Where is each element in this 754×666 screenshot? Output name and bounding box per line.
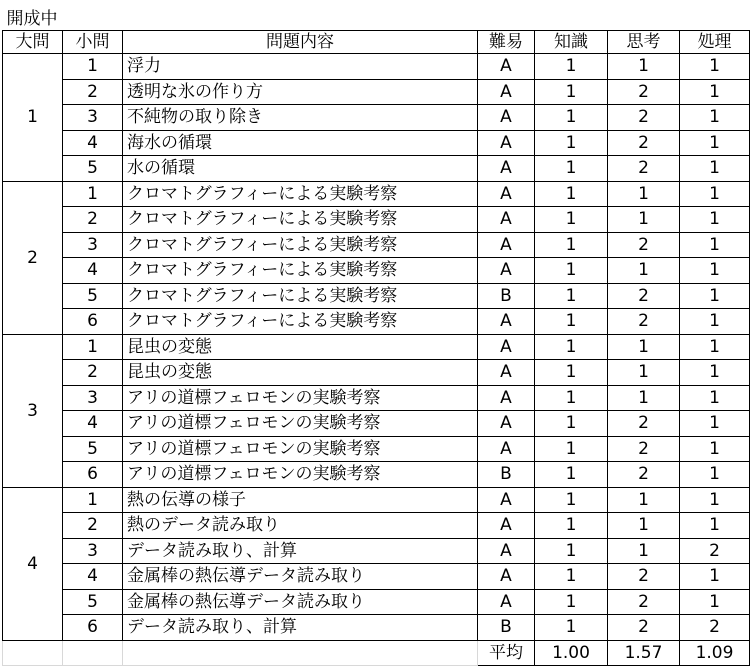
table-row [3,487,750,513]
nanido-cell: A [478,258,535,284]
naiyou-cell: クロマトグラフィーによる実験考察 [123,181,478,207]
chishiki-cell: 1 [535,258,608,284]
shikou-cell: 2 [608,130,680,156]
naiyou-cell: 透明な氷の作り方 [123,79,478,105]
table-row [3,334,750,360]
nanido-cell: A [478,54,535,80]
naiyou-cell: クロマトグラフィーによる実験考察 [123,207,478,233]
shori-cell: 1 [680,385,750,411]
shori-cell: 1 [680,105,750,131]
nanido-cell: A [478,513,535,539]
average-row [3,640,750,666]
table-row [3,385,750,411]
shori-cell: 1 [680,283,750,309]
question-analysis-table [2,8,750,666]
shori-cell: 1 [680,360,750,386]
shori-cell: 1 [680,54,750,80]
chishiki-cell: 1 [535,385,608,411]
shikou-cell: 2 [608,309,680,335]
sho-cell: 3 [63,105,123,131]
table-row [3,589,750,615]
chishiki-cell: 1 [535,79,608,105]
title-row [3,8,750,31]
chishiki-cell: 1 [535,334,608,360]
shikou-cell: 2 [608,462,680,488]
sho-cell: 5 [63,283,123,309]
shori-cell: 1 [680,156,750,182]
shikou-cell: 2 [608,411,680,437]
shori-cell: 1 [680,589,750,615]
header-nanido: 難易 [478,31,535,54]
chishiki-cell: 1 [535,462,608,488]
shikou-cell: 2 [608,79,680,105]
sho-cell: 5 [63,589,123,615]
table-row [3,105,750,131]
table-row [3,79,750,105]
header-shikou: 思考 [608,31,680,54]
chishiki-cell: 1 [535,564,608,590]
naiyou-cell: 金属棒の熱伝導データ読み取り [123,564,478,590]
naiyou-cell: データ読み取り、計算 [123,615,478,641]
naiyou-cell: アリの道標フェロモンの実験考察 [123,436,478,462]
nanido-cell: A [478,411,535,437]
shikou-cell: 1 [608,54,680,80]
sho-cell: 5 [63,156,123,182]
header-sho: 小問 [63,31,123,54]
nanido-cell: A [478,105,535,131]
table-row [3,436,750,462]
naiyou-cell: クロマトグラフィーによる実験考察 [123,232,478,258]
header-row [3,31,750,54]
shori-cell: 1 [680,462,750,488]
naiyou-cell: 海水の循環 [123,130,478,156]
nanido-cell: B [478,283,535,309]
sho-cell: 4 [63,411,123,437]
shori-cell: 1 [680,309,750,335]
sho-cell: 4 [63,130,123,156]
shikou-cell: 1 [608,513,680,539]
nanido-cell: A [478,385,535,411]
sho-cell: 1 [63,487,123,513]
chishiki-cell: 1 [535,589,608,615]
table-row [3,181,750,207]
shikou-cell: 1 [608,181,680,207]
sho-cell: 2 [63,513,123,539]
chishiki-cell: 1 [535,232,608,258]
shikou-cell: 2 [608,232,680,258]
shori-cell: 1 [680,258,750,284]
nanido-cell: A [478,436,535,462]
table-row [3,207,750,233]
nanido-cell: B [478,462,535,488]
shori-cell: 1 [680,513,750,539]
table-row [3,462,750,488]
chishiki-cell: 1 [535,54,608,80]
header-dai: 大問 [3,31,63,54]
dai-cell: 1 [3,54,63,182]
naiyou-cell: アリの道標フェロモンの実験考察 [123,411,478,437]
sho-cell: 3 [63,538,123,564]
table-row [3,615,750,641]
sho-cell: 1 [63,334,123,360]
shikou-cell: 2 [608,615,680,641]
chishiki-cell: 1 [535,283,608,309]
sheet-title: 開成中 [6,9,58,29]
chishiki-cell: 1 [535,156,608,182]
shori-cell: 2 [680,615,750,641]
shikou-cell: 2 [608,564,680,590]
nanido-cell: A [478,334,535,360]
naiyou-cell: クロマトグラフィーによる実験考察 [123,283,478,309]
shikou-cell: 1 [608,334,680,360]
nanido-cell: A [478,207,535,233]
sho-cell: 2 [63,207,123,233]
table-row [3,283,750,309]
shori-cell: 2 [680,538,750,564]
sho-cell: 3 [63,385,123,411]
naiyou-cell: アリの道標フェロモンの実験考察 [123,462,478,488]
header-chishiki: 知識 [535,31,608,54]
naiyou-cell: 熱のデータ読み取り [123,513,478,539]
nanido-cell: B [478,615,535,641]
shikou-cell: 2 [608,105,680,131]
sho-cell: 5 [63,436,123,462]
chishiki-cell: 1 [535,538,608,564]
table-row [3,538,750,564]
naiyou-cell: 金属棒の熱伝導データ読み取り [123,589,478,615]
sho-cell: 2 [63,360,123,386]
dai-cell: 4 [3,487,63,640]
sho-cell: 1 [63,181,123,207]
naiyou-cell: クロマトグラフィーによる実験考察 [123,309,478,335]
shori-cell: 1 [680,334,750,360]
nanido-cell: A [478,79,535,105]
dai-cell: 2 [3,181,63,334]
header-naiyou: 問題内容 [123,31,478,54]
shori-cell: 1 [680,436,750,462]
sho-cell: 3 [63,232,123,258]
shori-cell: 1 [680,181,750,207]
empty-cell [3,640,63,666]
sho-cell: 6 [63,309,123,335]
nanido-cell: A [478,589,535,615]
naiyou-cell: 水の循環 [123,156,478,182]
header-shori: 処理 [680,31,750,54]
naiyou-cell: 浮力 [123,54,478,80]
table-row [3,564,750,590]
shikou-cell: 1 [608,258,680,284]
naiyou-cell: データ読み取り、計算 [123,538,478,564]
shori-cell: 1 [680,487,750,513]
chishiki-cell: 1 [535,181,608,207]
nanido-cell: A [478,538,535,564]
chishiki-cell: 1 [535,411,608,437]
nanido-cell: A [478,156,535,182]
dai-cell: 3 [3,334,63,487]
shori-cell: 1 [680,232,750,258]
shori-cell: 1 [680,411,750,437]
chishiki-cell: 1 [535,309,608,335]
chishiki-cell: 1 [535,130,608,156]
nanido-cell: A [478,130,535,156]
shori-cell: 1 [680,564,750,590]
sho-cell: 4 [63,564,123,590]
chishiki-cell: 1 [535,487,608,513]
chishiki-cell: 1 [535,436,608,462]
table-row [3,156,750,182]
shikou-cell: 1 [608,360,680,386]
shikou-cell: 2 [608,156,680,182]
shikou-cell: 1 [608,538,680,564]
naiyou-cell: アリの道標フェロモンの実験考察 [123,385,478,411]
chishiki-cell: 1 [535,615,608,641]
table-row [3,513,750,539]
shori-cell: 1 [680,79,750,105]
nanido-cell: A [478,309,535,335]
shori-cell: 1 [680,207,750,233]
chishiki-cell: 1 [535,360,608,386]
average-shikou: 1.57 [608,640,680,666]
nanido-cell: A [478,232,535,258]
sho-cell: 2 [63,79,123,105]
sho-cell: 1 [63,54,123,80]
shori-cell: 1 [680,130,750,156]
naiyou-cell: クロマトグラフィーによる実験考察 [123,258,478,284]
table-row [3,360,750,386]
sho-cell: 6 [63,462,123,488]
shikou-cell: 1 [608,487,680,513]
average-chishiki: 1.00 [535,640,608,666]
average-shori: 1.09 [680,640,750,666]
chishiki-cell: 1 [535,207,608,233]
average-label: 平均 [478,640,535,666]
table-row [3,130,750,156]
chishiki-cell: 1 [535,105,608,131]
shikou-cell: 2 [608,283,680,309]
table-row [3,232,750,258]
nanido-cell: A [478,564,535,590]
nanido-cell: A [478,181,535,207]
sho-cell: 6 [63,615,123,641]
table-row [3,411,750,437]
empty-cell [63,640,123,666]
naiyou-cell: 昆虫の変態 [123,334,478,360]
table-row [3,258,750,284]
sho-cell: 4 [63,258,123,284]
nanido-cell: A [478,360,535,386]
shikou-cell: 1 [608,385,680,411]
nanido-cell: A [478,487,535,513]
shikou-cell: 1 [608,207,680,233]
empty-cell [123,640,478,666]
chishiki-cell: 1 [535,513,608,539]
naiyou-cell: 熱の伝導の様子 [123,487,478,513]
naiyou-cell: 不純物の取り除き [123,105,478,131]
table-row [3,54,750,80]
shikou-cell: 2 [608,589,680,615]
shikou-cell: 2 [608,436,680,462]
naiyou-cell: 昆虫の変態 [123,360,478,386]
table-row [3,309,750,335]
